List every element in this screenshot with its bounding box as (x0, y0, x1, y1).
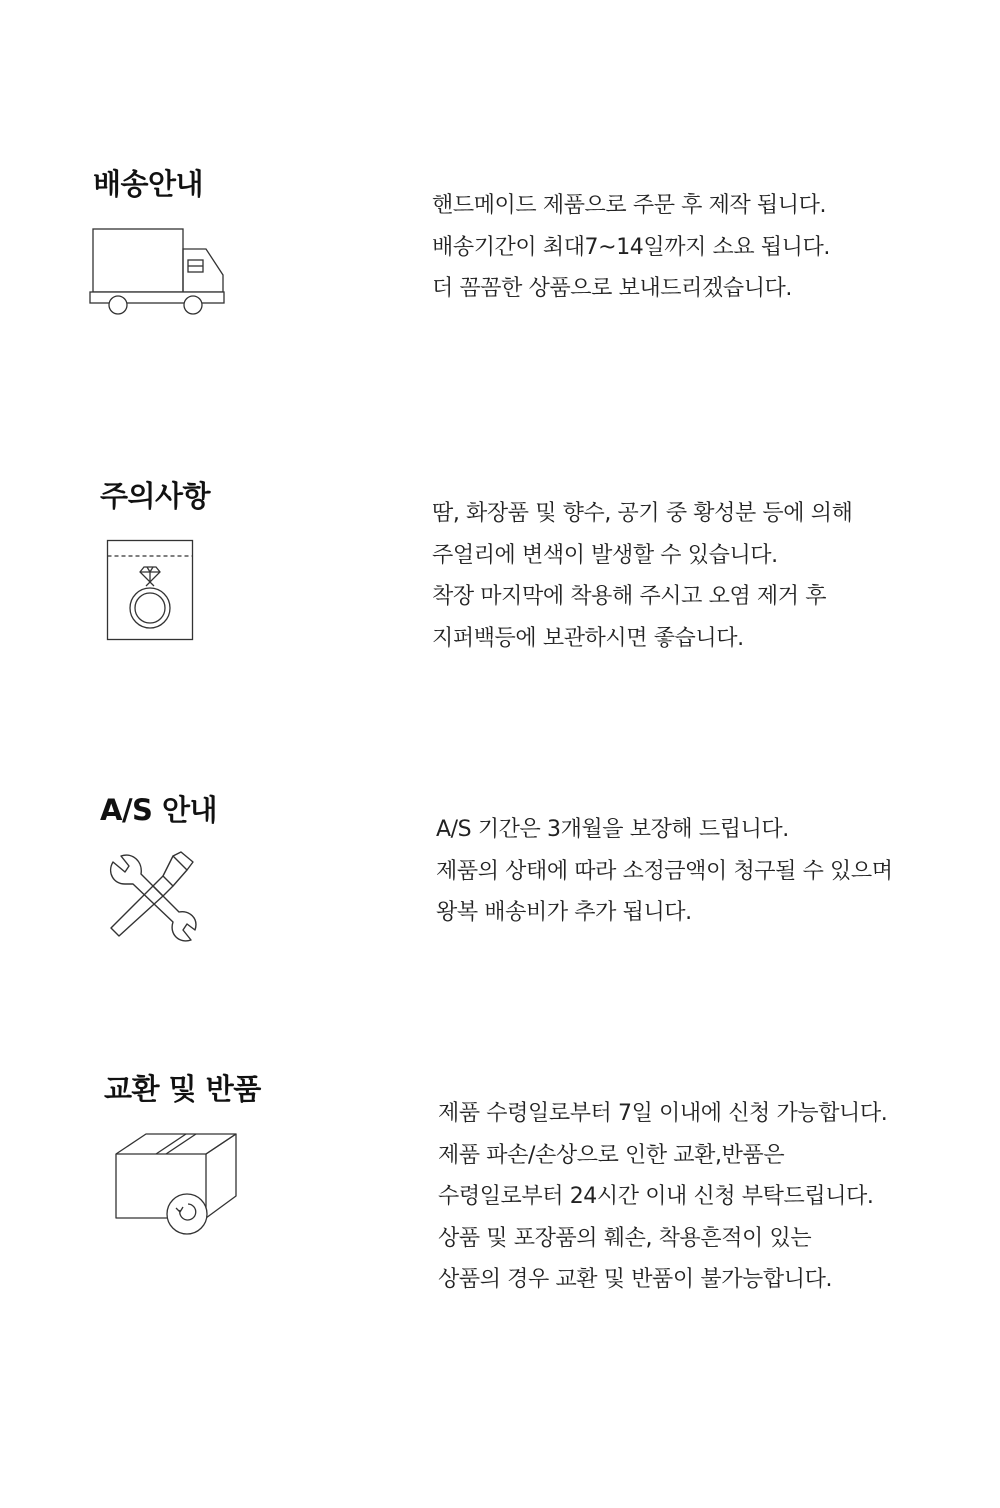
exchange-line-3: 수령일로부터 24시간 이내 신청 부탁드립니다. (438, 1184, 874, 1209)
delivery-line-2: 배송기간이 최대7~14일까지 소요 됩니다. (432, 234, 830, 260)
delivery-truck-icon (88, 227, 228, 319)
as-line-1: A/S 기간은 3개월을 보장해 드립니다. (436, 817, 789, 842)
as-line-3: 왕복 배송비가 추가 됩니다. (436, 900, 692, 925)
exchange-line-2: 제품 파손/손상으로 인한 교환,반품은 (438, 1142, 785, 1168)
caution-line-1: 땀, 화장품 및 향수, 공기 중 황성분 등에 의해 (432, 501, 853, 526)
caution-line-2: 주얼리에 변색이 발생할 수 있습니다. (432, 542, 778, 568)
section-title-as: A/S 안내 (100, 793, 218, 827)
delivery-line-3: 더 꼼꼼한 상품으로 보내드리겠습니다. (432, 276, 793, 301)
ring-pouch-icon (106, 539, 196, 643)
exchange-line-5: 상품의 경우 교환 및 반품이 불가능합니다. (438, 1267, 833, 1292)
section-title-delivery: 배송안내 (93, 167, 204, 201)
wrench-screwdriver-icon (103, 848, 203, 944)
exchange-line-4: 상품 및 포장품의 훼손, 착용흔적이 있는 (438, 1225, 812, 1251)
delivery-description (432, 185, 830, 310)
caution-description (432, 493, 852, 659)
section-title-exchange: 교환 및 반품 (104, 1072, 261, 1106)
box-return-icon (112, 1132, 242, 1240)
caution-line-4: 지퍼백등에 보관하시면 좋습니다. (432, 625, 744, 651)
caution-line-3: 착장 마지막에 착용해 주시고 오염 제거 후 (432, 584, 827, 609)
as-line-2: 제품의 상태에 따라 소정금액이 청구될 수 있으며 (436, 858, 893, 884)
exchange-description (438, 1093, 887, 1301)
section-title-caution: 주의사항 (100, 479, 211, 513)
delivery-line-1: 핸드메이드 제품으로 주문 후 제작 됩니다. (432, 193, 827, 218)
as-description (436, 809, 893, 934)
exchange-line-1: 제품 수령일로부터 7일 이내에 신청 가능합니다. (438, 1101, 888, 1126)
